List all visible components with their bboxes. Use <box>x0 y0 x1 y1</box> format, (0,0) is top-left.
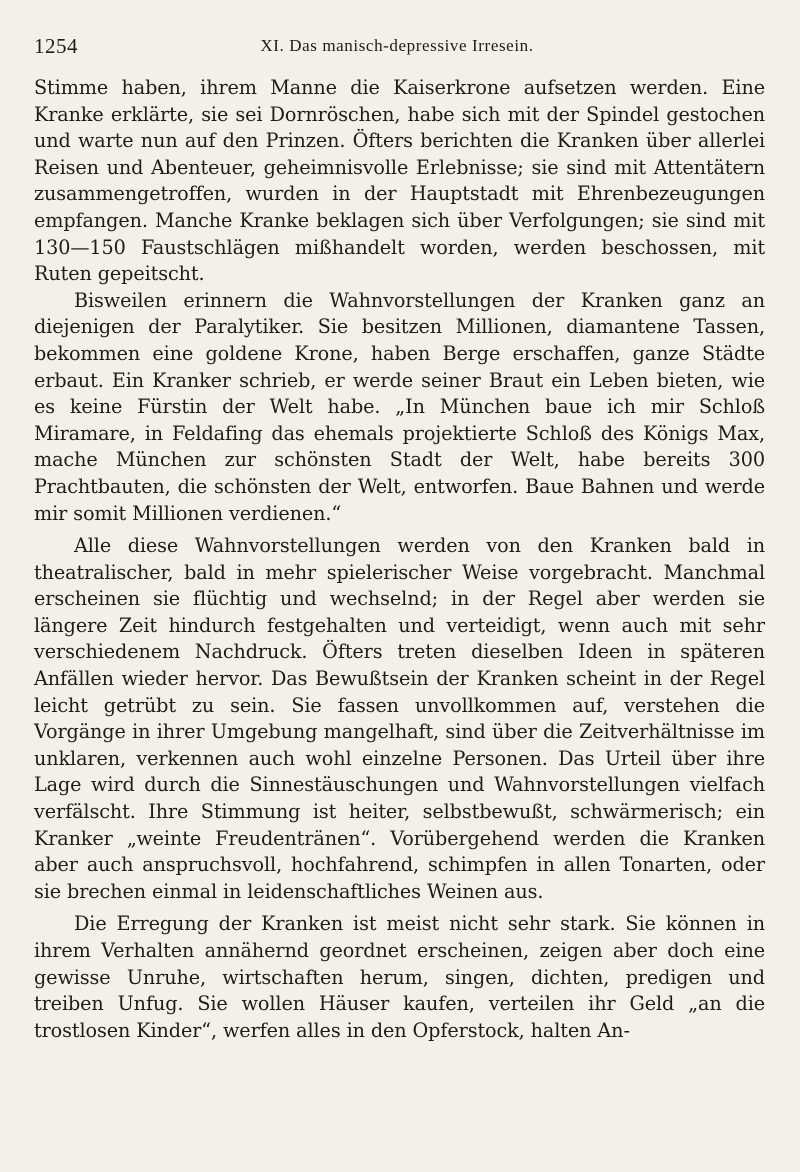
paragraph-wahnvorstellungen: Alle diese Wahnvorstellungen werden von den Kranken bald in theatralischer, bald in mehr spielerischer Weise vorgebracht. Manchmal erscheinen sie flüchtig und wechselnd; in der Regel aber werden sie längere Zeit hindurch festgehalten und verteidigt, wenn auch mit sehr verschiedenem Nachdruck. Öfters treten dieselben Ideen in späteren Anfällen wieder hervor. Das Bewußtsein der Kranken scheint in der Regel leicht getrübt zu sein. Sie fassen unvollkommen auf, verstehen die Vorgänge in ihrer Umgebung mangelhaft, sind über die Zeitverhältnisse im unklaren, verkennen auch wohl einzelne Personen. Das Urteil über ihre Lage wird durch die Sinnestäuschungen und Wahnvorstellungen vielfach verfälscht. Ihre Stimmung ist heiter, selbstbewußt, schwärmerisch; ein Kranker „weinte Freudentränen“. Vorübergehend werden die Kranken aber auch anspruchsvoll, hochfahrend, schimpfen in allen Tonarten, oder sie brechen einmal in leidenschaftliches Weinen aus. <box>34 534 765 903</box>
page-number: 1254 <box>34 34 78 58</box>
running-title: XI. Das manisch-depressive Irresein. <box>260 36 534 55</box>
page-header <box>34 34 760 62</box>
paragraph-continued: Stimme haben, ihrem Manne die Kaiserkrone aufsetzen werden. Eine Kranke erklärte, sie sei Dornröschen, habe sich mit der Spindel gestochen und warte nun auf den Prinzen. Öfters berichten die Kranken über allerlei Reisen und Abenteuer, geheimnisvolle Erlebnisse; sie sind mit Attentätern zusammengetroffen, wurden in der Hauptstadt mit Ehrenbezeugungen empfangen. Manche Kranke beklagen sich über Verfolgungen; sie sind mit 130—150 Faustschlägen mißhandelt worden, werden beschossen, mit Ruten gepeitscht. <box>34 76 765 286</box>
paragraph-paralytiker: Bisweilen erinnern die Wahnvorstellungen der Kranken ganz an diejenigen der Paralytiker. Sie besitzen Millionen, diamantene Tassen, bekommen eine goldene Krone, haben Berge erschaffen, ganze Städte erbaut. Ein Kranker schrieb, er werde seiner Braut ein Leben bieten, wie es keine Fürstin der Welt habe. „In München baue ich mir Schloß Miramare, in Feldafing das ehemals projektierte Schloß des Königs Max, mache München zur schönsten Stadt der Welt, habe bereits 300 Prachtbauten, die schönsten der Welt, entworfen. Baue Bahnen und werde mir somit Millionen verdienen.“ <box>34 288 765 525</box>
page-body <box>34 75 765 1044</box>
paragraph-erregung: Die Erregung der Kranken ist meist nicht sehr stark. Sie können in ihrem Verhalten annähernd geordnet erscheinen, zeigen aber doch eine gewisse Unruhe, wirtschaften herum, singen, dichten, predigen und treiben Unfug. Sie wollen Häuser kaufen, verteilen ihr Geld „an die trostlosen Kinder“, werfen alles in den Opferstock, halten An- <box>34 912 765 1042</box>
